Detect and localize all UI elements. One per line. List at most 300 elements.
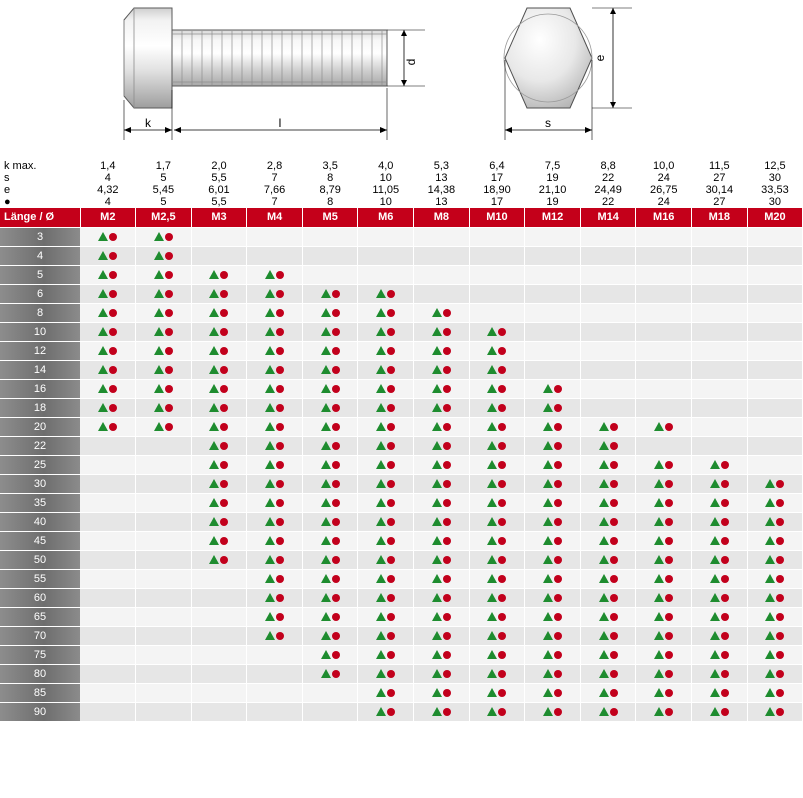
availability-cell[interactable] [636,531,692,550]
availability-cell[interactable] [414,265,470,284]
availability-cell[interactable] [580,474,636,493]
availability-cell[interactable] [692,493,748,512]
availability-cell[interactable] [414,588,470,607]
availability-cell[interactable] [636,265,692,284]
availability-cell[interactable] [692,626,748,645]
availability-cell[interactable] [469,664,525,683]
availability-cell[interactable] [302,569,358,588]
availability-cell[interactable] [80,588,136,607]
availability-cell[interactable] [358,360,414,379]
availability-cell[interactable] [358,341,414,360]
availability-cell[interactable] [636,436,692,455]
availability-cell[interactable] [636,455,692,474]
availability-cell[interactable] [80,607,136,626]
availability-cell[interactable] [580,645,636,664]
availability-cell[interactable] [191,379,247,398]
availability-cell[interactable] [469,512,525,531]
availability-cell[interactable] [747,588,803,607]
availability-cell[interactable] [136,246,192,265]
availability-cell[interactable] [692,246,748,265]
availability-cell[interactable] [302,303,358,322]
availability-cell[interactable] [247,322,303,341]
availability-cell[interactable] [414,436,470,455]
availability-cell[interactable] [191,607,247,626]
header-col-M14[interactable]: M14 [580,208,636,227]
availability-cell[interactable] [747,360,803,379]
availability-cell[interactable] [636,227,692,246]
availability-cell[interactable] [247,512,303,531]
availability-cell[interactable] [358,436,414,455]
availability-cell[interactable] [136,303,192,322]
availability-cell[interactable] [747,645,803,664]
availability-cell[interactable] [636,512,692,531]
availability-cell[interactable] [358,645,414,664]
availability-cell[interactable] [80,569,136,588]
availability-cell[interactable] [80,474,136,493]
availability-cell[interactable] [525,664,581,683]
availability-cell[interactable] [747,607,803,626]
availability-cell[interactable] [692,664,748,683]
availability-cell[interactable] [469,303,525,322]
availability-cell[interactable] [692,265,748,284]
availability-cell[interactable] [358,398,414,417]
availability-cell[interactable] [191,417,247,436]
availability-cell[interactable] [414,379,470,398]
availability-cell[interactable] [191,531,247,550]
header-col-M16[interactable]: M16 [636,208,692,227]
availability-cell[interactable] [80,436,136,455]
availability-cell[interactable] [525,550,581,569]
availability-cell[interactable] [636,664,692,683]
availability-cell[interactable] [136,284,192,303]
header-col-M3[interactable]: M3 [191,208,247,227]
availability-cell[interactable] [636,569,692,588]
availability-cell[interactable] [358,664,414,683]
availability-cell[interactable] [636,626,692,645]
availability-cell[interactable] [525,246,581,265]
header-col-M4[interactable]: M4 [247,208,303,227]
availability-cell[interactable] [191,360,247,379]
availability-cell[interactable] [191,683,247,702]
availability-cell[interactable] [247,626,303,645]
header-col-M5[interactable]: M5 [302,208,358,227]
header-col-M10[interactable]: M10 [469,208,525,227]
availability-cell[interactable] [525,227,581,246]
availability-cell[interactable] [692,550,748,569]
availability-cell[interactable] [191,702,247,721]
availability-cell[interactable] [191,474,247,493]
availability-cell[interactable] [136,417,192,436]
availability-cell[interactable] [525,417,581,436]
availability-cell[interactable] [747,626,803,645]
availability-cell[interactable] [747,569,803,588]
availability-cell[interactable] [414,341,470,360]
availability-cell[interactable] [80,284,136,303]
availability-cell[interactable] [525,493,581,512]
availability-cell[interactable] [469,588,525,607]
availability-cell[interactable] [302,322,358,341]
availability-cell[interactable] [747,379,803,398]
availability-cell[interactable] [414,360,470,379]
availability-cell[interactable] [136,588,192,607]
availability-cell[interactable] [469,360,525,379]
availability-cell[interactable] [636,645,692,664]
availability-cell[interactable] [358,626,414,645]
availability-cell[interactable] [136,227,192,246]
availability-cell[interactable] [191,455,247,474]
availability-cell[interactable] [247,398,303,417]
availability-cell[interactable] [247,284,303,303]
availability-cell[interactable] [580,360,636,379]
availability-cell[interactable] [191,227,247,246]
availability-cell[interactable] [692,569,748,588]
availability-cell[interactable] [580,664,636,683]
availability-cell[interactable] [636,398,692,417]
header-col-M2-5[interactable]: M2,5 [136,208,192,227]
availability-cell[interactable] [580,683,636,702]
availability-cell[interactable] [136,455,192,474]
availability-cell[interactable] [191,436,247,455]
availability-cell[interactable] [302,455,358,474]
availability-cell[interactable] [136,436,192,455]
header-col-M18[interactable]: M18 [692,208,748,227]
availability-cell[interactable] [358,379,414,398]
availability-cell[interactable] [525,645,581,664]
availability-cell[interactable] [525,265,581,284]
availability-cell[interactable] [136,265,192,284]
availability-cell[interactable] [525,683,581,702]
availability-cell[interactable] [247,360,303,379]
availability-cell[interactable] [414,322,470,341]
availability-cell[interactable] [414,683,470,702]
availability-cell[interactable] [414,626,470,645]
availability-cell[interactable] [747,493,803,512]
availability-cell[interactable] [414,398,470,417]
availability-cell[interactable] [692,512,748,531]
availability-cell[interactable] [80,227,136,246]
availability-cell[interactable] [302,588,358,607]
availability-cell[interactable] [580,417,636,436]
availability-cell[interactable] [525,588,581,607]
availability-cell[interactable] [469,474,525,493]
availability-cell[interactable] [358,474,414,493]
availability-cell[interactable] [525,531,581,550]
availability-cell[interactable] [580,569,636,588]
availability-cell[interactable] [302,702,358,721]
availability-cell[interactable] [525,702,581,721]
availability-cell[interactable] [636,246,692,265]
availability-cell[interactable] [136,341,192,360]
availability-cell[interactable] [636,550,692,569]
availability-cell[interactable] [692,341,748,360]
availability-cell[interactable] [414,664,470,683]
availability-cell[interactable] [358,303,414,322]
availability-cell[interactable] [136,550,192,569]
availability-cell[interactable] [747,284,803,303]
availability-cell[interactable] [136,569,192,588]
availability-cell[interactable] [747,531,803,550]
availability-cell[interactable] [692,455,748,474]
availability-cell[interactable] [136,531,192,550]
availability-cell[interactable] [302,664,358,683]
availability-cell[interactable] [136,474,192,493]
header-col-M6[interactable]: M6 [358,208,414,227]
availability-cell[interactable] [358,569,414,588]
availability-cell[interactable] [414,569,470,588]
availability-cell[interactable] [692,702,748,721]
availability-cell[interactable] [414,607,470,626]
availability-cell[interactable] [302,284,358,303]
availability-cell[interactable] [247,683,303,702]
availability-cell[interactable] [302,341,358,360]
availability-cell[interactable] [414,417,470,436]
availability-cell[interactable] [692,303,748,322]
availability-cell[interactable] [469,683,525,702]
availability-cell[interactable] [692,607,748,626]
availability-cell[interactable] [80,265,136,284]
availability-cell[interactable] [247,379,303,398]
availability-cell[interactable] [580,341,636,360]
availability-cell[interactable] [302,645,358,664]
availability-cell[interactable] [191,626,247,645]
availability-cell[interactable] [692,379,748,398]
availability-cell[interactable] [580,303,636,322]
availability-cell[interactable] [358,531,414,550]
availability-cell[interactable] [692,398,748,417]
availability-cell[interactable] [80,702,136,721]
availability-cell[interactable] [469,626,525,645]
availability-cell[interactable] [636,588,692,607]
availability-cell[interactable] [80,550,136,569]
availability-cell[interactable] [580,436,636,455]
availability-cell[interactable] [469,531,525,550]
availability-cell[interactable] [80,645,136,664]
availability-cell[interactable] [525,379,581,398]
availability-cell[interactable] [247,607,303,626]
availability-cell[interactable] [358,246,414,265]
availability-cell[interactable] [692,683,748,702]
availability-cell[interactable] [80,664,136,683]
availability-cell[interactable] [580,246,636,265]
availability-cell[interactable] [580,379,636,398]
availability-cell[interactable] [302,360,358,379]
availability-cell[interactable] [692,645,748,664]
availability-cell[interactable] [302,398,358,417]
availability-cell[interactable] [525,436,581,455]
availability-cell[interactable] [136,379,192,398]
availability-cell[interactable] [80,360,136,379]
availability-cell[interactable] [747,474,803,493]
availability-cell[interactable] [525,512,581,531]
availability-cell[interactable] [580,322,636,341]
availability-cell[interactable] [580,607,636,626]
availability-cell[interactable] [302,493,358,512]
availability-cell[interactable] [80,455,136,474]
availability-cell[interactable] [414,531,470,550]
availability-cell[interactable] [636,474,692,493]
availability-cell[interactable] [80,246,136,265]
availability-cell[interactable] [358,588,414,607]
availability-cell[interactable] [747,702,803,721]
header-col-M12[interactable]: M12 [525,208,581,227]
availability-cell[interactable] [191,645,247,664]
availability-cell[interactable] [636,417,692,436]
availability-cell[interactable] [692,474,748,493]
availability-cell[interactable] [636,607,692,626]
availability-cell[interactable] [247,417,303,436]
availability-cell[interactable] [747,664,803,683]
availability-cell[interactable] [136,607,192,626]
availability-cell[interactable] [136,626,192,645]
availability-cell[interactable] [191,493,247,512]
availability-cell[interactable] [636,322,692,341]
availability-cell[interactable] [136,493,192,512]
availability-cell[interactable] [80,531,136,550]
availability-cell[interactable] [414,455,470,474]
availability-cell[interactable] [80,322,136,341]
availability-cell[interactable] [247,436,303,455]
availability-cell[interactable] [191,569,247,588]
availability-cell[interactable] [469,493,525,512]
availability-cell[interactable] [692,322,748,341]
availability-cell[interactable] [469,417,525,436]
availability-cell[interactable] [414,284,470,303]
availability-cell[interactable] [747,303,803,322]
availability-cell[interactable] [525,284,581,303]
availability-cell[interactable] [525,360,581,379]
availability-cell[interactable] [191,550,247,569]
availability-cell[interactable] [747,341,803,360]
availability-cell[interactable] [414,303,470,322]
availability-cell[interactable] [136,683,192,702]
availability-cell[interactable] [414,550,470,569]
availability-cell[interactable] [636,379,692,398]
availability-cell[interactable] [414,645,470,664]
availability-cell[interactable] [136,512,192,531]
availability-cell[interactable] [525,607,581,626]
availability-cell[interactable] [358,550,414,569]
availability-cell[interactable] [525,322,581,341]
availability-cell[interactable] [414,474,470,493]
availability-cell[interactable] [692,588,748,607]
availability-cell[interactable] [358,512,414,531]
availability-cell[interactable] [580,626,636,645]
availability-cell[interactable] [302,607,358,626]
availability-cell[interactable] [469,436,525,455]
availability-cell[interactable] [358,284,414,303]
availability-cell[interactable] [80,341,136,360]
availability-cell[interactable] [580,588,636,607]
header-col-M2[interactable]: M2 [80,208,136,227]
availability-cell[interactable] [191,341,247,360]
availability-cell[interactable] [302,474,358,493]
availability-cell[interactable] [469,322,525,341]
availability-cell[interactable] [358,683,414,702]
availability-cell[interactable] [302,436,358,455]
availability-cell[interactable] [136,702,192,721]
availability-cell[interactable] [692,531,748,550]
availability-cell[interactable] [302,265,358,284]
availability-cell[interactable] [247,588,303,607]
availability-cell[interactable] [80,626,136,645]
availability-cell[interactable] [80,398,136,417]
availability-cell[interactable] [469,227,525,246]
availability-cell[interactable] [469,265,525,284]
availability-cell[interactable] [469,455,525,474]
availability-cell[interactable] [692,417,748,436]
availability-cell[interactable] [747,436,803,455]
availability-cell[interactable] [469,398,525,417]
availability-cell[interactable] [136,645,192,664]
availability-cell[interactable] [302,683,358,702]
availability-cell[interactable] [358,493,414,512]
availability-cell[interactable] [525,398,581,417]
availability-cell[interactable] [580,531,636,550]
availability-cell[interactable] [247,455,303,474]
availability-cell[interactable] [191,265,247,284]
availability-cell[interactable] [469,284,525,303]
availability-cell[interactable] [191,588,247,607]
availability-cell[interactable] [247,265,303,284]
availability-cell[interactable] [80,303,136,322]
availability-cell[interactable] [136,664,192,683]
availability-cell[interactable] [636,493,692,512]
availability-cell[interactable] [247,474,303,493]
availability-cell[interactable] [747,417,803,436]
availability-cell[interactable] [636,683,692,702]
availability-cell[interactable] [692,360,748,379]
availability-cell[interactable] [469,246,525,265]
availability-cell[interactable] [747,322,803,341]
availability-cell[interactable] [580,493,636,512]
availability-cell[interactable] [358,322,414,341]
availability-cell[interactable] [191,398,247,417]
availability-cell[interactable] [191,664,247,683]
availability-cell[interactable] [469,569,525,588]
availability-cell[interactable] [636,360,692,379]
availability-cell[interactable] [136,322,192,341]
availability-cell[interactable] [302,227,358,246]
availability-cell[interactable] [358,227,414,246]
availability-cell[interactable] [525,303,581,322]
availability-cell[interactable] [80,683,136,702]
availability-cell[interactable] [247,550,303,569]
availability-cell[interactable] [302,512,358,531]
availability-cell[interactable] [191,246,247,265]
availability-cell[interactable] [302,246,358,265]
availability-cell[interactable] [747,227,803,246]
availability-cell[interactable] [692,284,748,303]
availability-cell[interactable] [247,531,303,550]
availability-cell[interactable] [580,284,636,303]
availability-cell[interactable] [414,246,470,265]
availability-cell[interactable] [247,664,303,683]
availability-cell[interactable] [80,493,136,512]
availability-cell[interactable] [636,702,692,721]
availability-cell[interactable] [525,474,581,493]
availability-cell[interactable] [247,569,303,588]
availability-cell[interactable] [247,493,303,512]
availability-cell[interactable] [580,227,636,246]
availability-cell[interactable] [358,265,414,284]
availability-cell[interactable] [692,227,748,246]
availability-cell[interactable] [580,398,636,417]
availability-cell[interactable] [191,322,247,341]
availability-cell[interactable] [302,626,358,645]
header-col-M8[interactable]: M8 [414,208,470,227]
availability-cell[interactable] [747,512,803,531]
availability-cell[interactable] [580,550,636,569]
